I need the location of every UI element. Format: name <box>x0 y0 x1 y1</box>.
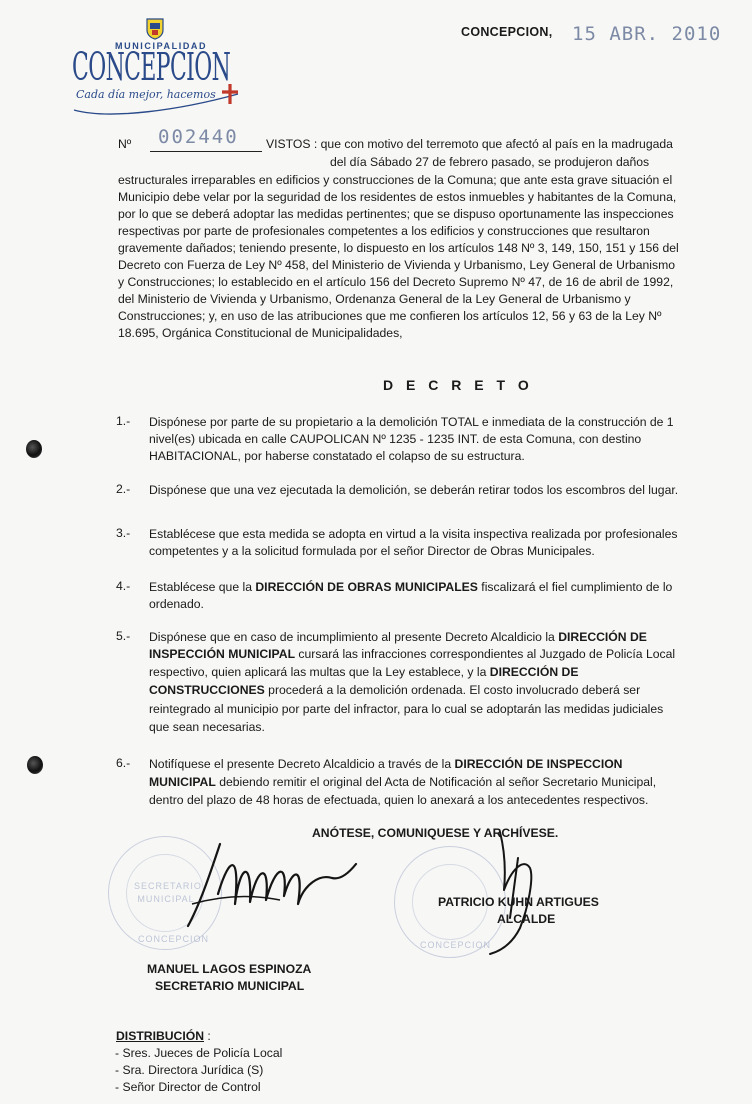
distribution-heading <box>116 1029 211 1043</box>
mayor-title: ALCALDE <box>497 912 556 926</box>
item-line: dentro del plazo de 48 horas de efectuada, quien lo anexará a los antecedentes respectivos. <box>149 793 649 807</box>
seal-text: SECRETARIO MUNICIPAL <box>134 881 202 904</box>
punch-hole-bottom <box>27 756 43 774</box>
vistos-line: gravemente dañados; teniendo presente, lo dispuesto en los artículos 148 Nº 3, 149, 150, 151 y 156 del <box>118 241 679 255</box>
crest-icon <box>146 18 164 40</box>
item-line <box>149 646 675 663</box>
item-text: cursará las infracciones correspondientes al Juzgado de Policía Local <box>295 647 676 661</box>
decree-number-underline <box>150 151 262 152</box>
decree-title: D E C R E T O <box>383 377 534 393</box>
item-text: Dispónese que en caso de incumplimiento al presente Decreto Alcaldicio la <box>149 630 559 644</box>
item-line: Dispónese por parte de su propietario a la demolición TOTAL e inmediata de la construcción de 1 <box>149 415 674 429</box>
item-number: 1.- <box>116 414 131 428</box>
date-stamp: 15 ABR. 2010 <box>572 23 722 45</box>
item-line: que sean necesarias. <box>149 720 265 734</box>
secretary-title: SECRETARIO MUNICIPAL <box>155 979 305 993</box>
item-text: fiscalizará el fiel cumplimiento de lo <box>477 580 673 594</box>
item-line <box>149 629 647 646</box>
logo-municipalidad-text: MUNICIPALIDAD <box>115 41 208 51</box>
vistos-line: y Construcciones; lo establecido en el artículo 156 del Decreto Supremo Nº 47, de 16 de abril de 1992, <box>118 275 674 289</box>
punch-hole-top <box>26 440 42 458</box>
item-bold-text: DIRECCIÓN DE OBRAS MUNICIPALES <box>255 580 478 594</box>
vistos-line: del día Sábado 27 de febrero pasado, se produjeron daños <box>330 155 650 169</box>
item-number: 6.- <box>116 756 131 770</box>
item-line <box>149 682 640 699</box>
vistos-line: por lo que se deberá adoptar las medidas pertinentes; que se dispuso oportunamente las inspecciones <box>118 207 674 221</box>
vistos-line: Construcciones; y, en uso de las atribuciones que me confieren los artículos 12, 56 y 63 de la Ley Nº <box>118 309 662 323</box>
item-bold-text: INSPECCIÓN MUNICIPAL <box>149 647 296 661</box>
item-bold-text: DIRECCIÓN DE <box>558 630 647 644</box>
distribution-item: - Sres. Jueces de Policía Local <box>115 1046 283 1060</box>
item-text: respectivo, quien aplicará las multas que la Ley establece, y la <box>149 665 490 679</box>
item-line: Establécese que esta medida se adopta en virtud a la visita inspectiva realizada por profesionales <box>149 527 678 541</box>
item-text: debiendo remitir el original del Acta de Notificación al señor Secretario Municipal, <box>215 775 657 789</box>
seal-bottom-text: CONCEPCION <box>138 934 210 944</box>
distribution-title-suffix: : <box>204 1029 211 1043</box>
city-label: CONCEPCION, <box>461 25 553 39</box>
decree-number-label: Nº <box>118 137 132 151</box>
item-line: nivel(es) ubicada en calle CAUPOLICAN Nº 1235 - 1235 INT. de esta Comuna, con destino <box>149 432 642 446</box>
signature-secretary-graphic <box>180 834 370 934</box>
vistos-line: respectivas por parte de profesionales competentes a los edificios y construcciones que resultaron <box>118 224 650 238</box>
item-number: 2.- <box>116 482 131 496</box>
item-bold-text: MUNICIPAL <box>149 775 216 789</box>
item-text: Establécese que la <box>149 580 256 594</box>
item-line <box>149 756 622 773</box>
vistos-line: Decreto con Fuerza de Ley Nº 458, del Ministerio de Vivienda y Urbanismo, Ley General de Urbanismo <box>118 258 676 272</box>
item-number: 4.- <box>116 579 131 593</box>
vistos-line: estructurales irreparables en edificios y construcciones de la Comuna; que ante esta grave situación el <box>118 173 673 187</box>
item-line: HABITACIONAL, por haberse constatado el colapso de su estructura. <box>149 449 525 463</box>
closing-formula: ANÓTESE, COMUNIQUESE Y ARCHÍVESE. <box>312 826 559 840</box>
vistos-line: del Ministerio de Vivienda y Urbanismo, Ordenanza General de la Ley General de Urbanismo y <box>118 292 631 306</box>
item-line <box>149 664 578 681</box>
item-line: ordenado. <box>149 597 204 611</box>
item-line: Dispónese que una vez ejecutada la demolición, se deberán retirar todos los escombros del lugar. <box>149 483 679 497</box>
secretary-name: MANUEL LAGOS ESPINOZA <box>147 962 312 976</box>
item-text: procederá a la demolición ordenada. El costo involucrado deberá ser <box>264 683 641 697</box>
logo-slogan: Cada día mejor, hacemos <box>76 88 216 101</box>
seal-bottom-text: CONCEPCION <box>420 940 492 950</box>
mayor-name: PATRICIO KUHN ARTIGUES <box>438 895 599 909</box>
distribution-title: DISTRIBUCIÓN <box>116 1029 205 1043</box>
signature-mayor-graphic <box>470 828 590 958</box>
item-bold-text: DIRECCIÓN DE <box>489 665 579 679</box>
distribution-item: - Sra. Directora Jurídica (S) <box>115 1063 264 1077</box>
distribution-item: - Señor Director de Control <box>115 1080 261 1094</box>
item-number: 5.- <box>116 629 131 643</box>
vistos-line: VISTOS : que con motivo del terremoto que afectó al país en la madrugada <box>266 137 673 151</box>
item-line <box>149 579 672 596</box>
vistos-line: Municipio debe velar por la seguridad de los residentes de estos inmuebles y habitantes de la Comuna, <box>118 190 677 204</box>
vistos-line: 18.695, Orgánica Constitucional de Municipalidades, <box>118 326 403 340</box>
item-line <box>149 774 656 791</box>
item-text: Notifíquese el presente Decreto Alcaldicio a través de la <box>149 757 455 771</box>
decree-number-stamp: 002440 <box>158 126 239 148</box>
item-number: 3.- <box>116 526 131 540</box>
item-bold-text: DIRECCIÓN DE INSPECCION <box>454 757 623 771</box>
item-bold-text: CONSTRUCCIONES <box>149 683 265 697</box>
item-line: reintegrado al municipio por parte del infractor, para lo cual se adoptarán las medidas judiciales <box>149 702 664 716</box>
item-line: competentes y a la solicitud formulada por el señor Director de Obras Municipales. <box>149 544 595 558</box>
svg-text:CONCEPCION: CONCEPCION <box>72 44 231 88</box>
